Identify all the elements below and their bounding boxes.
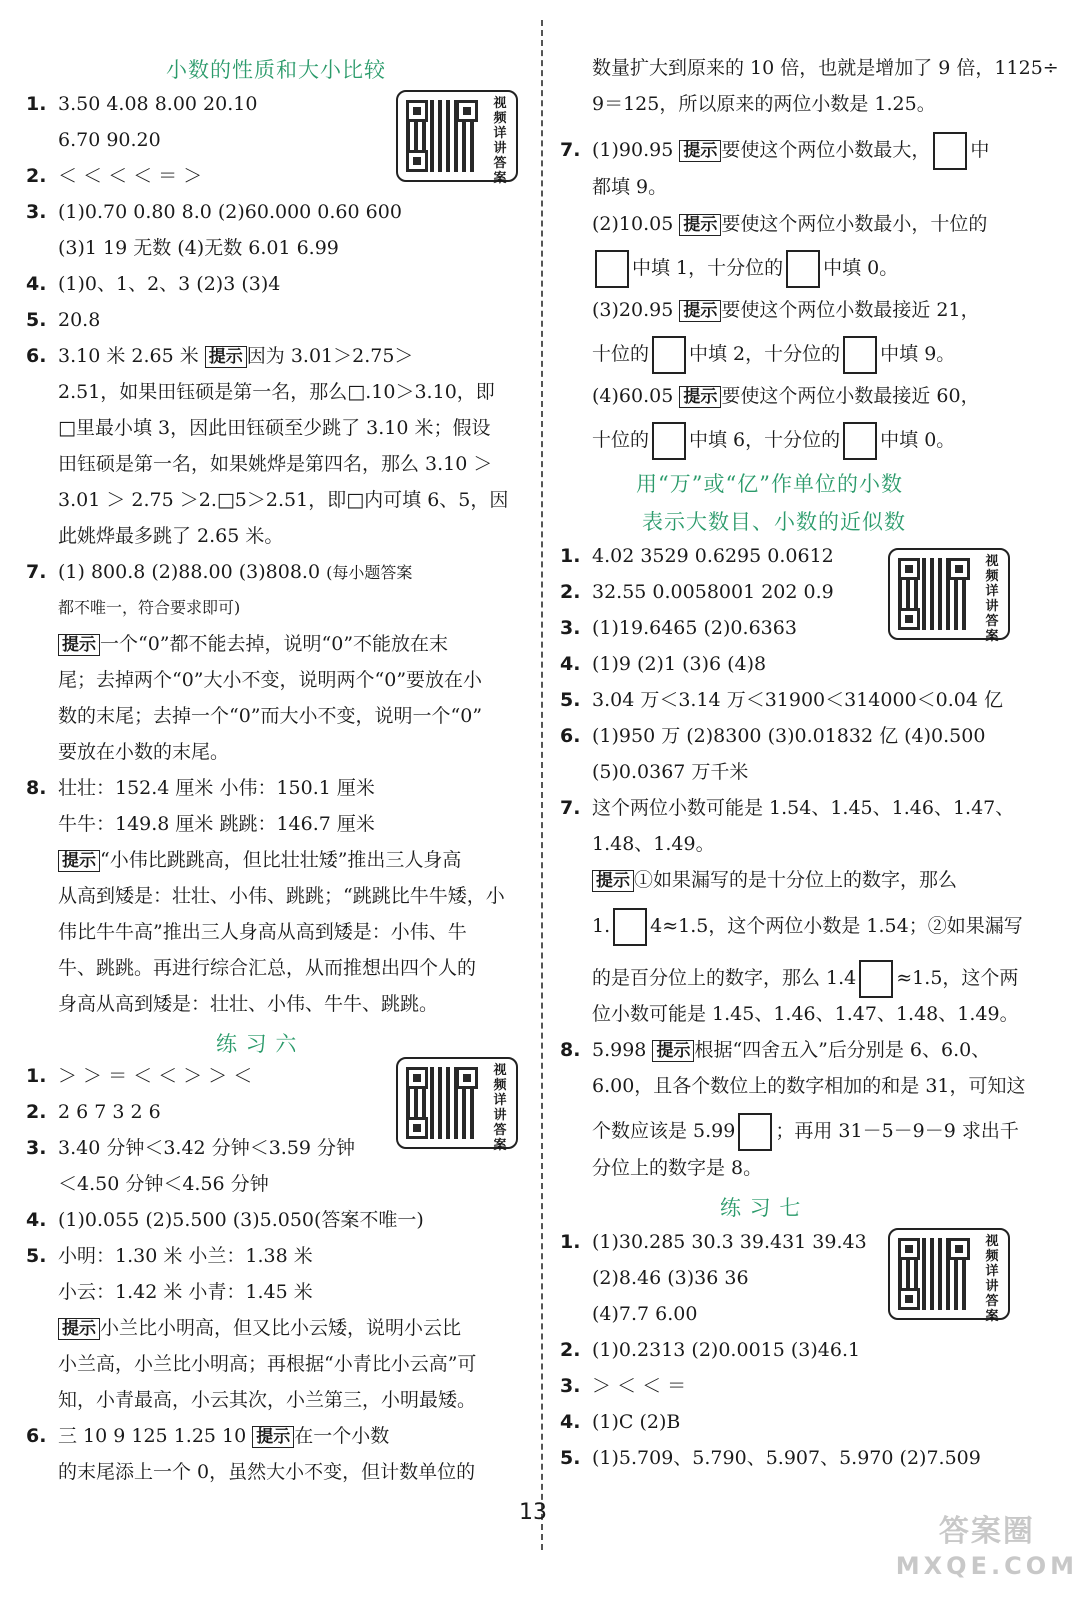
answer-line: 提示 小兰比小明高，但又比小云矮，说明小云比 (58, 1315, 461, 1341)
section-title: 练 习 六 (216, 1032, 298, 1056)
blank-box (652, 422, 686, 460)
hint-label: 提示 (252, 1426, 294, 1448)
answer-line: 2. ＜ ＜ ＜ ＜ ＝ ＞ (26, 165, 203, 187)
answer-line: 4. (1)0、1、2、3 (2)3 (3)4 (26, 273, 281, 295)
answer-line: 数量扩大到原来的 10 倍，也就是增加了 9 倍，1125÷ (592, 57, 1059, 79)
answer-line: 4. (1)0.055 (2)5.500 (3)5.050(答案不唯一) (26, 1209, 424, 1231)
column-divider (541, 20, 543, 1550)
answer-line: 6. 三 10 9 125 1.25 10 提示 在一个小数 (26, 1425, 390, 1447)
answer-line: 知，小青最高，小云其次，小兰第三，小明最矮。 (58, 1389, 477, 1411)
answer-line: (3)20.95 提示 要使这个两位小数最接近 21， (592, 299, 980, 321)
hint-label: 提示 (679, 386, 721, 408)
blank-box (786, 250, 820, 288)
answer-line: 的是百分位上的数字，那么 1.4 ≈1.5，这个两 (592, 960, 1018, 998)
answer-line: 3. 3.40 分钟＜3.42 分钟＜3.59 分钟 (26, 1137, 356, 1159)
answer-line: 7. (1)90.95 提示 要使这个两位小数最大， 中 (560, 132, 989, 170)
answer-line: 6. (1)950 万 (2)8300 (3)0.01832 亿 (4)0.500 (560, 725, 986, 747)
answer-line: 田钰硕是第一名，如果姚烨是第四名，那么 3.10 ＞ (58, 453, 493, 475)
answer-line: (2)8.46 (3)36 36 (592, 1267, 749, 1289)
qr-label: 视频详讲答案 (493, 1063, 507, 1153)
answer-line: 6.00，且各个数位上的数字相加的和是 31，可知这 (592, 1075, 1026, 1097)
answer-line: 十位的 中填 6，十分位的 中填 0。 (592, 422, 955, 460)
answer-line: 个数应该是 5.99 ；再用 31－5－9－9 求出千 (592, 1113, 1019, 1151)
answer-line: (3)1 19 无数 (4)无数 6.01 6.99 (58, 237, 339, 259)
answer-line: 1. 4≈1.5，这个两位小数是 1.54；②如果漏写 (592, 908, 1023, 946)
blank-box (652, 336, 686, 374)
blank-box (843, 422, 877, 460)
answer-line: 尾；去掉两个“0”大小不变，说明两个“0”要放在小 (58, 669, 483, 691)
watermark (896, 1515, 1078, 1583)
answer-line: 都不唯一，符合要求即可) (58, 598, 241, 617)
answer-line: (4)7.7 6.00 (592, 1303, 698, 1325)
answer-line: 小兰高，小兰比小明高；再根据“小青比小云高”可 (58, 1353, 477, 1375)
qr-label: 视频详讲答案 (985, 554, 999, 644)
qr-label: 视频详讲答案 (493, 96, 507, 186)
blank-box (613, 908, 647, 946)
answer-line: (4)60.05 提示 要使这个两位小数最接近 60， (592, 385, 980, 407)
blank-box (738, 1113, 772, 1151)
answer-line: 中填 1，十分位的 中填 0。 (592, 250, 898, 288)
hint-label: 提示 (58, 634, 100, 656)
hint-label: 提示 (58, 850, 100, 872)
answer-line: 2. 32.55 0.0058001 202 0.9 (560, 581, 834, 603)
watermark-site: MXQE.COM (895, 1552, 1078, 1580)
answer-line: 1. 4.02 3529 0.6295 0.0612 (560, 545, 834, 567)
qr-code-card[interactable] (888, 548, 1010, 644)
qr-code-icon (406, 1067, 478, 1139)
answer-line: 3.01 ＞ 2.75 ＞2.□5＞2.51，即□内可填 6、5，因 (58, 489, 509, 511)
answer-line: 数的末尾；去掉一个“0”而大小不变，说明一个“0” (58, 705, 483, 727)
answer-line: 3. (1)0.70 0.80 8.0 (2)60.000 0.60 600 (26, 201, 402, 223)
answer-line: 从高到矮是：壮壮、小伟、跳跳；“跳跳比牛牛矮，小 (58, 885, 505, 907)
page-number: 13 (519, 1500, 547, 1525)
answer-line: 小云：1.42 米 小青：1.45 米 (58, 1281, 313, 1303)
answer-line: 8. 5.998 提示 根据“四舍五入”后分别是 6、6.0、 (560, 1039, 991, 1061)
answer-line: 十位的 中填 2，十分位的 中填 9。 (592, 336, 955, 374)
answer-line: 4. (1)9 (2)1 (3)6 (4)8 (560, 653, 767, 675)
hint-label: 提示 (592, 870, 634, 892)
answer-line: 3. ＞ ＜ ＜ ＝ (560, 1375, 687, 1397)
answer-line: 都填 9。 (592, 176, 668, 198)
answer-line: 7. (1) 800.8 (2)88.00 (3)808.0 (每小题答案 (26, 561, 413, 583)
hint-label: 提示 (679, 300, 721, 322)
answer-line: 1. (1)30.285 30.3 39.431 39.43 (560, 1231, 867, 1253)
blank-box (595, 250, 629, 288)
section-title: 练 习 七 (720, 1196, 802, 1220)
answer-line: 1. 3.50 4.08 8.00 20.10 (26, 93, 258, 115)
answer-line: 6.70 90.20 (58, 129, 161, 151)
hint-label: 提示 (58, 1318, 100, 1340)
answer-line: 此姚烨最多跳了 2.65 米。 (58, 525, 284, 547)
answer-line: 5. 20.8 (26, 309, 101, 331)
hint-label: 提示 (205, 346, 247, 368)
section-title: 小数的性质和大小比较 (166, 58, 386, 82)
blank-box (933, 132, 967, 170)
qr-code-icon (898, 1238, 970, 1310)
answer-line: 分位上的数字是 8。 (592, 1157, 763, 1179)
qr-code-card[interactable] (888, 1228, 1010, 1324)
answer-line: 位小数可能是 1.45、1.46、1.47、1.48、1.49。 (592, 1003, 1019, 1025)
answer-line: 5. 3.04 万＜3.14 万＜31900＜314000＜0.04 亿 (560, 689, 1004, 711)
answer-line: 身高从高到矮是：壮壮、小伟、牛牛、跳跳。 (58, 993, 439, 1015)
answer-line: 6. 3.10 米 2.65 米 提示 因为 3.01＞2.75＞ (26, 345, 414, 367)
section-title: 表示大数目、小数的近似数 (642, 510, 906, 534)
section-title: 用“万”或“亿”作单位的小数 (636, 472, 903, 496)
answer-line: 7. 这个两位小数可能是 1.54、1.45、1.46、1.47、 (560, 797, 1015, 819)
blank-box (859, 960, 893, 998)
answer-line: 3. (1)19.6465 (2)0.6363 (560, 617, 797, 639)
answer-line: 2. (1)0.2313 (2)0.0015 (3)46.1 (560, 1339, 861, 1361)
answer-line: 1.48、1.49。 (592, 833, 715, 855)
answer-line: (2)10.05 提示 要使这个两位小数最小，十位的 (592, 213, 988, 235)
answer-line: 要放在小数的末尾。 (58, 741, 230, 763)
answer-line: 8. 壮壮：152.4 厘米 小伟：150.1 厘米 (26, 777, 375, 799)
answer-line: 提示 “小伟比跳跳高，但比壮壮矮”推出三人身高 (58, 847, 461, 873)
qr-label: 视频详讲答案 (985, 1234, 999, 1324)
answer-line: 的末尾添上一个 0，虽然大小不变，但计数单位的 (58, 1461, 476, 1483)
hint-label: 提示 (652, 1040, 694, 1062)
answer-line: 牛、跳跳。再进行综合汇总，从而推想出四个人的 (58, 957, 477, 979)
answer-line: 1. ＞ ＞ ＝ ＜ ＜ ＞ ＞ ＜ (26, 1065, 253, 1087)
answer-line: 5. (1)5.709、5.790、5.907、5.970 (2)7.509 (560, 1447, 981, 1469)
qr-code-card[interactable] (396, 90, 518, 186)
answer-line: ＜4.50 分钟＜4.56 分钟 (58, 1173, 269, 1195)
answer-line: 牛牛：149.8 厘米 跳跳：146.7 厘米 (58, 813, 375, 835)
answer-line: 2.51，如果田钰硕是第一名，那么□.10＞3.10，即 (58, 381, 495, 403)
blank-box (843, 336, 877, 374)
answer-line: □里最小填 3，因此田钰硕至少跳了 3.10 米；假设 (58, 417, 491, 439)
answer-line: 4. (1)C (2)B (560, 1411, 681, 1433)
answer-line: 2. 2 6 7 3 2 6 (26, 1101, 161, 1123)
hint-label: 提示 (679, 214, 721, 236)
answer-line: 5. 小明：1.30 米 小兰：1.38 米 (26, 1245, 313, 1267)
qr-code-card[interactable] (396, 1057, 518, 1153)
qr-code-icon (898, 558, 970, 630)
answer-line: 伟比牛牛高”推出三人身高从高到矮是：小伟、牛 (58, 921, 467, 943)
watermark-logo: 答案圈 (938, 1514, 1035, 1549)
hint-label: 提示 (679, 140, 721, 162)
qr-code-icon (406, 100, 478, 172)
answer-line: 提示 ①如果漏写的是十分位上的数字，那么 (592, 867, 957, 893)
answer-line: 提示 一个“0”都不能去掉，说明“0”不能放在末 (58, 631, 448, 657)
answer-line: 9＝125，所以原来的两位小数是 1.25。 (592, 93, 936, 115)
answer-line: (5)0.0367 万千米 (592, 761, 749, 783)
